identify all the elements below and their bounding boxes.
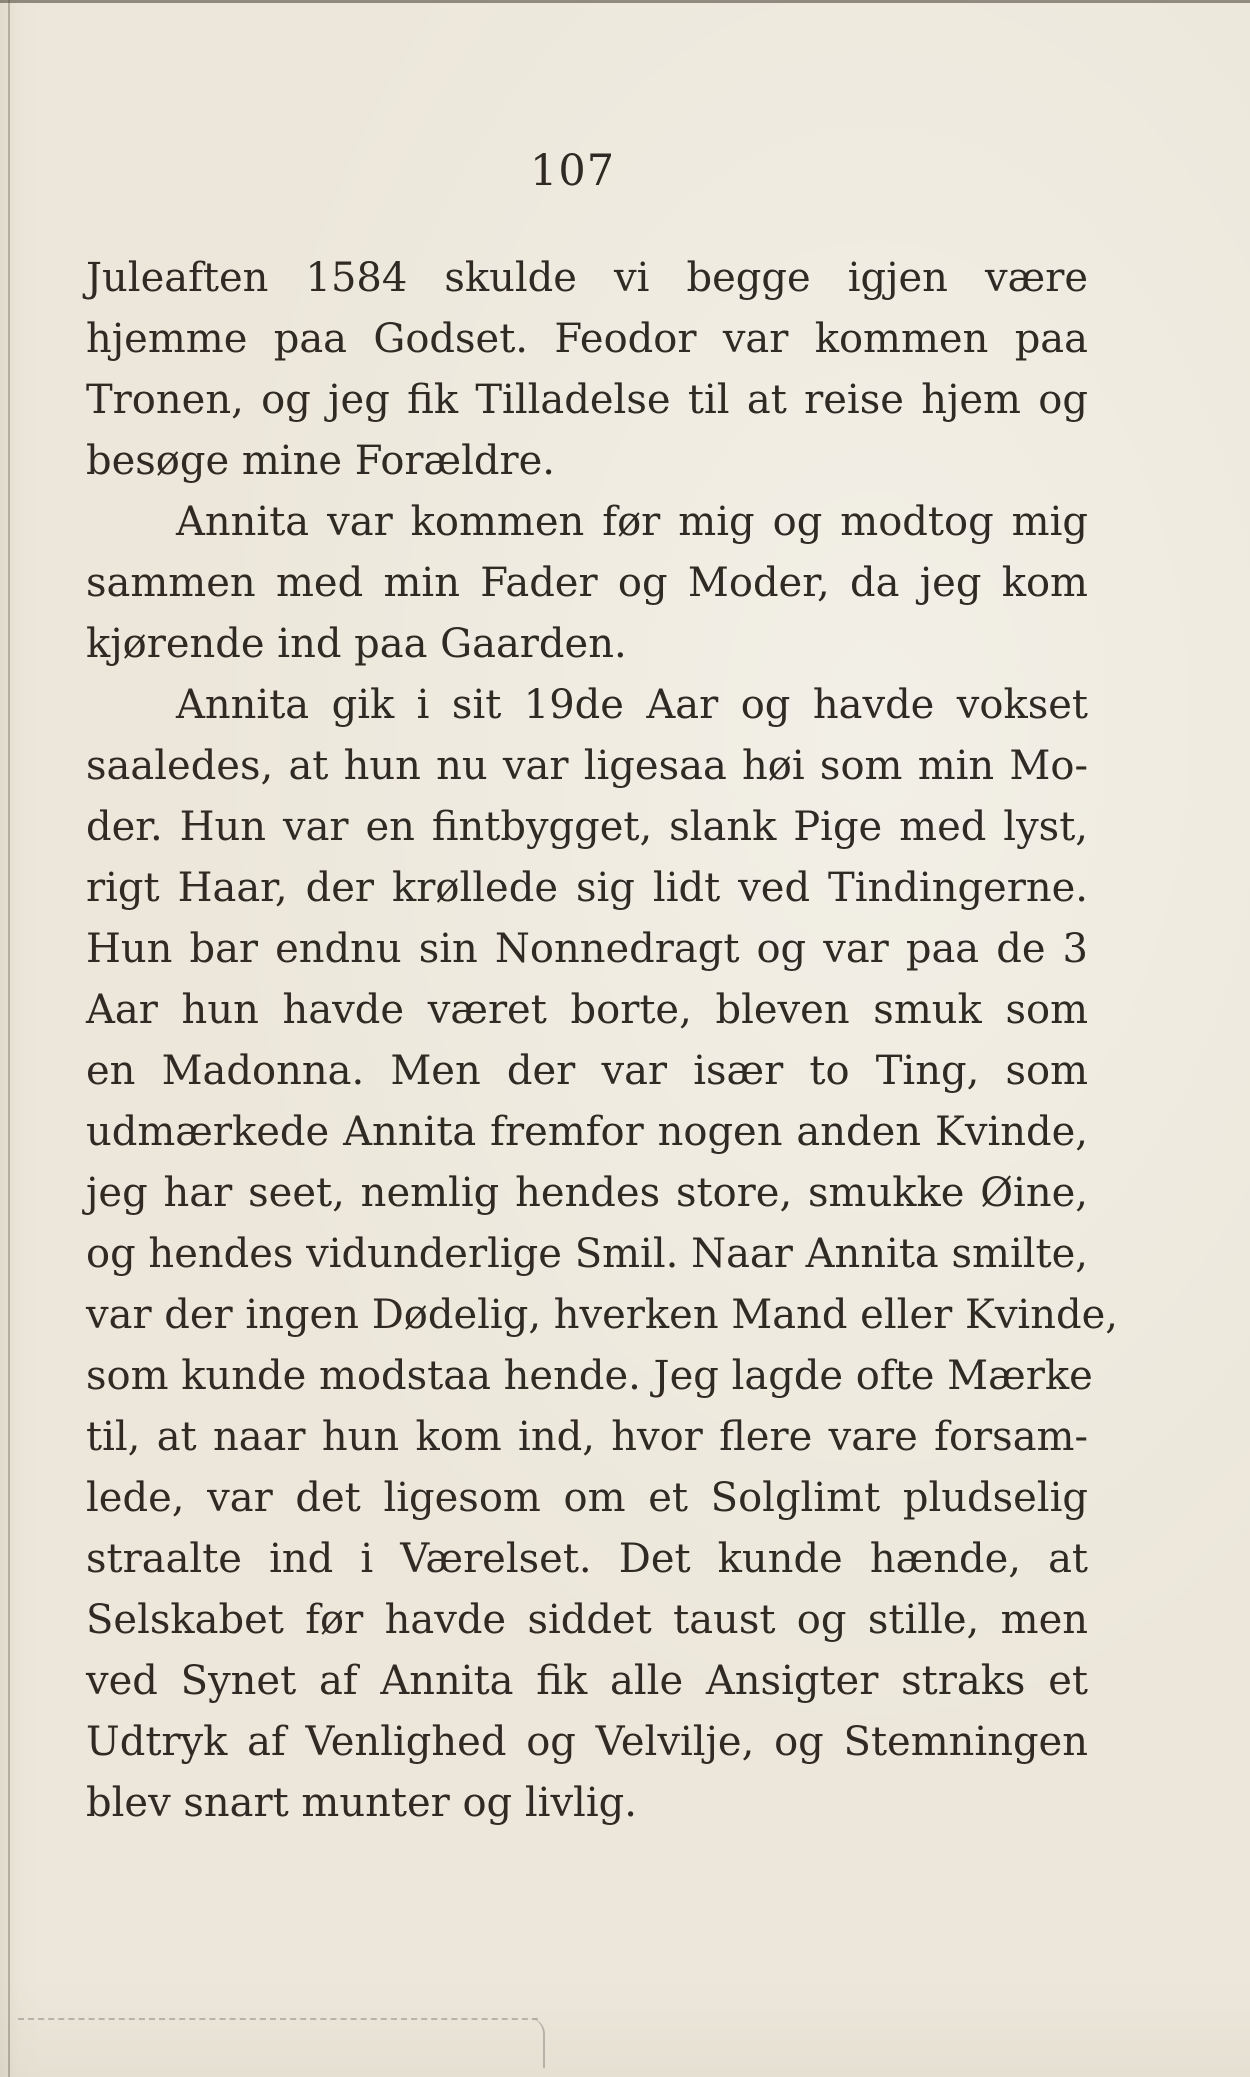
text-line: besøge mine Forældre. <box>86 438 556 484</box>
text-line: ved Synet af Annita fik alle Ansigter straks et <box>86 1658 1088 1704</box>
text-line: saaledes, at hun nu var ligesaa høi som min Mo- <box>86 743 1088 789</box>
text-line: som kunde modstaa hende. Jeg lagde ofte Mærke <box>86 1353 1093 1399</box>
text-line: kjørende ind paa Gaarden. <box>86 621 627 667</box>
text-line: Selskabet før havde siddet taust og stille, men <box>86 1597 1088 1643</box>
text-line: udmærkede Annita fremfor nogen anden Kvinde, <box>86 1109 1088 1155</box>
bottom-scan-rule-end <box>525 2018 545 2068</box>
text-line: Aar hun havde været borte, bleven smuk som <box>86 987 1088 1033</box>
text-line: Tronen, og jeg fik Tilladelse til at reise hjem og <box>86 377 1088 423</box>
page-number: 107 <box>530 146 616 196</box>
page-left-edge <box>8 0 10 2077</box>
text-line: hjemme paa Godset. Feodor var kommen paa <box>86 316 1088 362</box>
bottom-scan-rule <box>18 2018 538 2020</box>
text-line: straalte ind i Værelset. Det kunde hænde, at <box>86 1536 1088 1582</box>
text-line: en Madonna. Men der var især to Ting, som <box>86 1048 1088 1094</box>
body-text <box>86 248 1118 1834</box>
text-line: jeg har seet, nemlig hendes store, smukke Øine, <box>86 1170 1088 1216</box>
text-line: Annita var kommen før mig og modtog mig <box>176 499 1088 545</box>
text-line: var der ingen Dødelig, hverken Mand eller Kvinde, <box>86 1292 1118 1338</box>
text-line: der. Hun var en fintbygget, slank Pige med lyst, <box>86 804 1088 850</box>
page-top-edge <box>0 0 1250 3</box>
text-line: sammen med min Fader og Moder, da jeg kom <box>86 560 1088 606</box>
text-line: og hendes vidunderlige Smil. Naar Annita smilte, <box>86 1231 1088 1277</box>
text-line: til, at naar hun kom ind, hvor flere vare forsam- <box>86 1414 1088 1460</box>
text-line: blev snart munter og livlig. <box>86 1780 637 1826</box>
text-line: lede, var det ligesom om et Solglimt pludselig <box>86 1475 1088 1521</box>
text-line: Juleaften 1584 skulde vi begge igjen være <box>86 255 1088 301</box>
text-line: Udtryk af Venlighed og Velvilje, og Stemningen <box>86 1719 1088 1765</box>
text-line: Annita gik i sit 19de Aar og havde vokset <box>176 682 1088 728</box>
text-line: Hun bar endnu sin Nonnedragt og var paa de 3 <box>86 926 1088 972</box>
text-line: rigt Haar, der krøllede sig lidt ved Tindingerne. <box>86 865 1088 911</box>
